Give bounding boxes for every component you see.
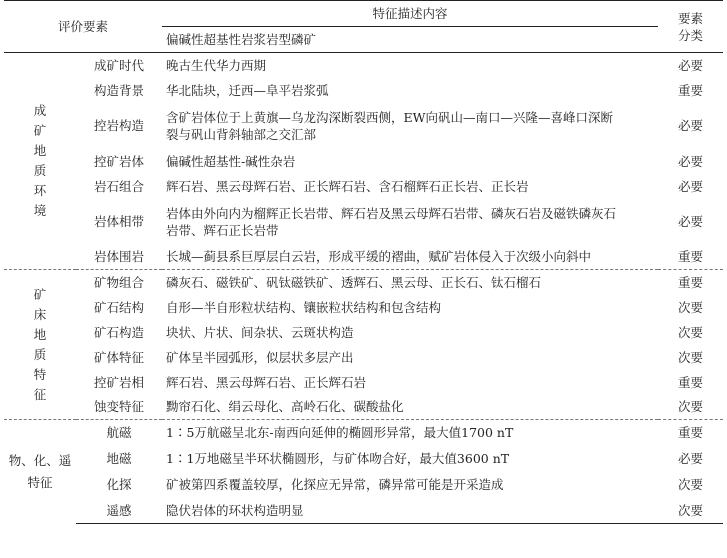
row-name: 岩体围岩: [94, 249, 145, 265]
table-row: [4, 78, 723, 103]
row-name: 化探: [106, 477, 132, 492]
table-row: [4, 270, 723, 295]
table-row: [4, 420, 723, 446]
row-desc: 自形—半自形粒状结构、镶嵌粒状结构和包含结构: [166, 299, 442, 315]
row-desc: 1∶1万地磁呈半环状椭圆形，与矿体吻合好，最大值3600 nT: [166, 451, 510, 466]
row-desc: 偏碱性超基性-碱性杂岩: [166, 153, 296, 169]
row-class: 重要: [678, 374, 704, 390]
row-class: 次要: [678, 299, 704, 315]
row-name: 控矿岩相: [94, 374, 145, 390]
row-desc: 黝帘石化、绢云母化、高岭石化、碳酸盐化: [166, 399, 404, 415]
row-name: 蚀变特征: [94, 399, 145, 415]
row-name: 遥感: [76, 498, 162, 524]
table-row: [4, 498, 723, 524]
row-class: 次要: [678, 324, 704, 340]
row-name: 控岩构造: [94, 118, 145, 133]
header-eval-elements: 评价要素: [4, 1, 162, 53]
row-class: 重要: [658, 420, 723, 446]
row-class: 必要: [678, 451, 704, 466]
table-row: [4, 320, 723, 345]
row-name: 矿体特征: [94, 349, 145, 365]
header-element-class: 要素 分类: [658, 1, 723, 53]
header-row: [4, 1, 723, 27]
row-class: 必要: [678, 178, 704, 194]
row-desc: 矿被第四系覆盖较厚，化探应无异常，磷异常可能是开采造成: [166, 477, 504, 492]
row-class: 重要: [658, 270, 723, 295]
table-row: [4, 245, 723, 270]
row-class: 次要: [678, 349, 704, 365]
row-class: 必要: [678, 153, 704, 169]
row-desc: 矿体呈半园弧形，似层状多层产出: [166, 349, 354, 365]
row-name: 航磁: [76, 420, 162, 446]
row-desc: 隐伏岩体的环状构造明显: [162, 498, 658, 524]
row-name: 矿石结构: [94, 299, 145, 315]
row-class: 必要: [678, 118, 704, 133]
table-row: [4, 395, 723, 420]
row-name: 矿石构造: [94, 324, 145, 340]
section-title-geophysics: 物、化、遥 特征: [4, 420, 76, 524]
evaluation-table: [4, 0, 723, 524]
row-desc: 辉石岩、黑云母辉石岩、正长辉石岩、含石榴辉石正长岩、正长岩: [166, 178, 529, 194]
row-class: 次要: [678, 399, 704, 415]
header-subtitle: 偏碱性超基性岩浆岩型磷矿: [162, 27, 658, 53]
row-class: 次要: [658, 498, 723, 524]
row-class: 次要: [678, 477, 704, 492]
row-name: 控矿岩体: [94, 153, 145, 169]
row-desc: 1∶5万航磁呈北东-南西向延伸的椭圆形异常，最大值1700 nT: [162, 420, 658, 446]
section-title-geo-env: 成 矿 地 质 环 境: [4, 53, 76, 270]
row-name: 岩石组合: [94, 178, 145, 194]
row-class: 必要: [658, 53, 723, 78]
row-name: 地磁: [106, 451, 132, 466]
row-class: 必要: [678, 214, 704, 229]
row-name: 岩体相带: [94, 214, 145, 229]
table-row: [4, 370, 723, 395]
row-desc: 华北陆块，迁西—阜平岩浆弧: [166, 82, 329, 98]
table-row: [4, 446, 723, 472]
row-name: 成矿时代: [76, 53, 162, 78]
row-class: 重要: [678, 82, 704, 98]
table-row: [4, 53, 723, 78]
table-row: [4, 149, 723, 174]
row-desc: 长城—蓟县系巨厚层白云岩，形成平缓的褶曲，赋矿岩体侵入于次级小向斜中: [166, 249, 592, 265]
row-desc: 岩体由外向内为榴辉正长岩带、辉石岩及黑云母辉石岩带、磷灰石岩及磁铁磷灰石 岩带、辉石正长岩带: [166, 205, 617, 238]
table-row: [4, 345, 723, 370]
row-name: 矿物组合: [76, 270, 162, 295]
row-class: 重要: [678, 249, 704, 265]
row-desc: 辉石岩、黑云母辉石岩、正长辉石岩: [166, 374, 367, 390]
row-desc: 晚古生代华力西期: [162, 53, 658, 78]
row-desc: 块状、片状、间杂状、云斑状构造: [166, 324, 354, 340]
row-desc: 含矿岩体位于上黄旗—乌龙沟深断裂西侧，EW向矾山—南口—兴隆—喜峰口深断 裂与矾山背斜轴部之交汇部: [166, 109, 613, 142]
table-row: [4, 295, 723, 320]
table-row: [4, 103, 723, 149]
table-row: [4, 174, 723, 199]
row-desc: 磷灰石、磁铁矿、矾钛磁铁矿、透辉石、黑云母、正长石、钛石榴石: [162, 270, 658, 295]
table-row: [4, 199, 723, 245]
table-row: [4, 472, 723, 498]
section-title-deposit: 矿 床 地 质 特 征: [4, 270, 76, 420]
header-feature-description: 特征描述内容: [162, 1, 658, 27]
row-name: 构造背景: [94, 82, 145, 98]
